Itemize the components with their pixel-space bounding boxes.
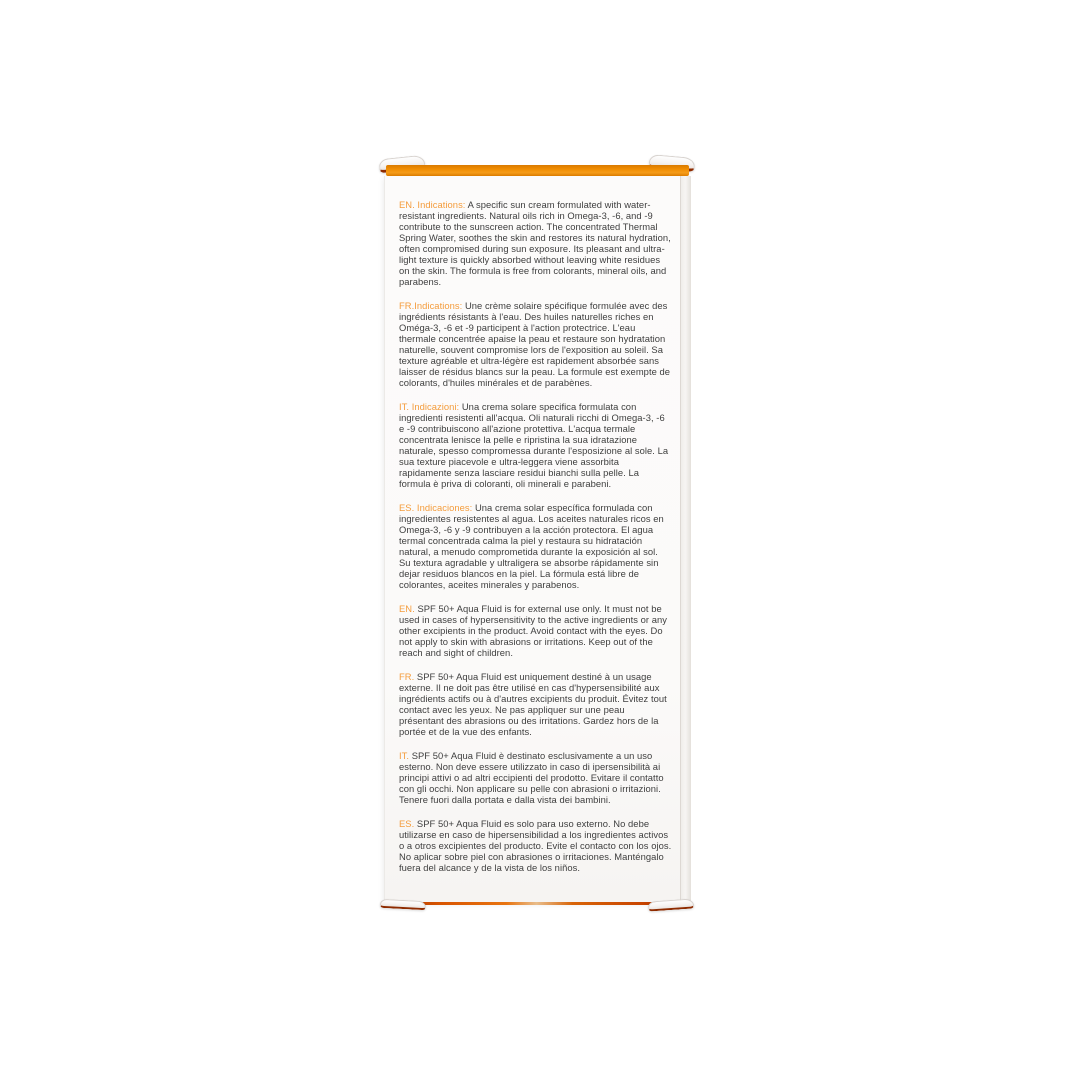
paragraph-text: Una crema solar específica formulada con ingredientes resistentes al agua. Los aceites naturales ricos en Omega-3, -6 y -9 contribuyen a la acción protectora. El agua termal concentrada calma la piel y restaura su hidratación natural, a menudo comprometida durante la exposición al sol. Su textura agradable y ultraligera se absorbe rápidamente sin dejar residuos blancos en la piel. La fórmula está libre de colorantes, aceites minerales y parabenos. (399, 502, 664, 590)
paragraph-5 (399, 603, 672, 658)
box-flap-tab-bottom-right-icon (648, 898, 695, 911)
box-back-panel (384, 176, 682, 902)
paragraph-8 (399, 818, 672, 873)
box-top-orange-strip (386, 165, 689, 176)
box-flap-tab-bottom-left-icon (380, 899, 426, 910)
language-label: ES. (399, 818, 417, 829)
box-right-edge (680, 176, 691, 902)
paragraph-text: SPF 50+ Aqua Fluid es solo para uso externo. No debe utilizarse en caso de hipersensibilidad a los ingredientes activos o a otros excipientes del producto. Evite el contacto con los ojos. No aplicar sobre piel con abrasiones o irritaciones. Manténgalo fuera del alcance y de la vista de los niños. (399, 818, 672, 873)
language-label: IT. Indicazioni: (399, 401, 462, 412)
paragraph-text: Una crema solare specifica formulata con ingredienti resistenti all'acqua. Oli naturali ricchi di Omega-3, -6 e -9 contribuiscono all'azione protettiva. L'acqua termale concentrata lenisce la pelle e ripristina la sua idratazione naturale, spesso compromessa durante l'esposizione al sole. La sua texture piacevole e ultra-leggera viene assorbita rapidamente senza lasciare residui bianchi sulla pelle. La formula è priva di coloranti, oli minerali e parabeni. (399, 401, 669, 489)
paragraph-1 (399, 199, 672, 287)
sunscreen-box (384, 165, 691, 905)
panel-text (399, 199, 672, 886)
paragraph-4 (399, 502, 672, 590)
paragraph-text: A specific sun cream formulated with water-resistant ingredients. Natural oils rich in Omega-3, -6, and -9 contribute to the sunscreen action. The concentrated Thermal Spring Water, soothes the skin and restores its natural hydration, often compromised during sun exposure. Its pleasant and ultra-light texture is quickly absorbed without leaving white residues on the skin. The formula is free from colorants, mineral oils, and parabens. (399, 199, 671, 287)
box-bottom-edge (386, 902, 687, 905)
paragraph-6 (399, 671, 672, 737)
language-label: EN. Indications: (399, 199, 468, 210)
paragraph-text: SPF 50+ Aqua Fluid est uniquement destiné à un usage externe. Il ne doit pas être utilisé en cas d'hypersensibilité aux ingrédients actifs ou à d'autres excipients du produit. Évitez tout contact avec les yeux. Ne pas appliquer sur une peau présentant des abrasions ou des irritations. Gardez hors de la portée et de la vue des enfants. (399, 671, 667, 737)
language-label: FR. (399, 671, 417, 682)
paragraph-text: SPF 50+ Aqua Fluid è destinato esclusivamente a un uso esterno. Non deve essere utilizzato in caso di ipersensibilità ai principi attivi o ad altri eccipienti del prodotto. Evitare il contatto con gli occhi. Non applicare su pelle con abrasioni o irritazioni. Tenere fuori dalla portata e dalla vista dei bambini. (399, 750, 664, 805)
paragraph-text: Une crème solaire spécifique formulée avec des ingrédients résistants à l'eau. Des huiles naturelles riches en Oméga-3, -6 et -9 participent à l'action protectrice. L'eau thermale concentrée apaise la peau et restaure son hydratation naturelle, souvent compromise lors de l'exposition au soleil. Sa texture agréable et ultra-légère est rapidement absorbée sans laisser de résidus blancs sur la peau. La formule est exempte de colorants, d'huiles minérales et de parabènes. (399, 300, 671, 388)
paragraph-3 (399, 401, 672, 489)
language-label: EN. (399, 603, 418, 614)
language-label: ES. Indicaciones: (399, 502, 475, 513)
paragraph-text: SPF 50+ Aqua Fluid is for external use only. It must not be used in cases of hypersensitivity to the active ingredients or any other excipients in the product. Avoid contact with the eyes. Do not apply to skin with abrasions or irritations. Keep out of the reach and sight of children. (399, 603, 668, 658)
language-label: FR.Indications: (399, 300, 465, 311)
language-label: IT. (399, 750, 412, 761)
paragraph-2 (399, 300, 672, 388)
paragraph-7 (399, 750, 672, 805)
